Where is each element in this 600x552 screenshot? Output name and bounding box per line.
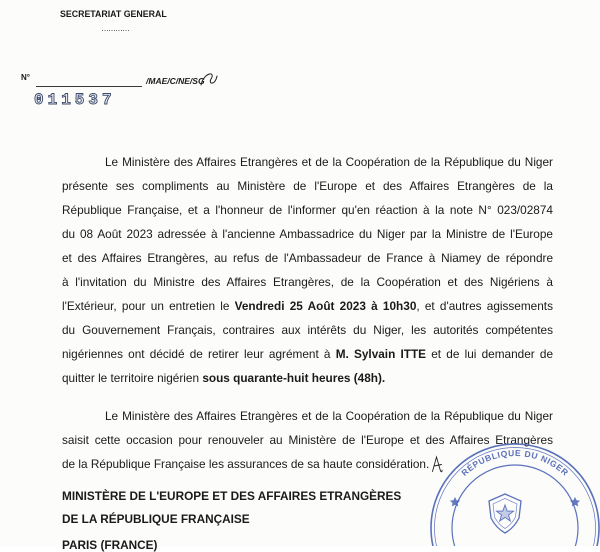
- body-line: [62, 366, 553, 390]
- body-text: République Française, et a l'honneur de l'informer qu'en réaction à la note N° 023/02874: [62, 203, 553, 217]
- body-text: l'Extérieur, pour un entretien le: [62, 299, 235, 313]
- body-line: [62, 270, 553, 294]
- addressee-block: [62, 485, 401, 531]
- body-text: , et d'autres agissements: [416, 299, 553, 313]
- body-line: [62, 318, 553, 342]
- body-line: [62, 222, 553, 246]
- body-text: nigériennes ont décidé de retirer leur agrément à: [62, 347, 336, 361]
- body-text: quitter le territoire nigérien: [62, 371, 203, 385]
- body-line: [62, 404, 553, 428]
- svg-text:RÉPUBLIQUE DU NIGER: [459, 448, 570, 478]
- body-text: Le Ministère des Affaires Etrangères et de la Coopération de la République du Niger: [105, 409, 553, 423]
- deadline-emphasis: sous quarante-huit heures (48h).: [202, 371, 386, 385]
- body-line: [62, 294, 553, 318]
- body-text: du Gouvernement Français, contraires aux intérêts du Niger, les autorités compétentes: [62, 323, 553, 337]
- stamped-reference-number: 011537: [34, 91, 116, 109]
- body-text: et des Affaires Etrangères, au refus de l'Ambassadeur de France à Niamey de répondre: [62, 251, 553, 265]
- meeting-date-emphasis: Vendredi 25 Août 2023 à 10h30: [234, 299, 417, 313]
- handwritten-initial-icon: [196, 66, 220, 90]
- body-line: [62, 174, 553, 198]
- body-text: du 08 Août 2023 adressée à l'ancienne Ambassadrice du Niger par la Ministre de l'Europe: [62, 227, 553, 241]
- body-text: à l'invitation du Ministre des Affaires Etrangères, de la Coopération et des Nigériens à: [62, 275, 553, 289]
- addressee-city: PARIS (FRANCE): [62, 538, 158, 552]
- body-line: [62, 246, 553, 270]
- ambassador-name-emphasis: M. Sylvain ITTE: [335, 347, 427, 361]
- official-seal-icon: [430, 438, 600, 546]
- body-text: Le Ministère des Affaires Etrangères et de la Coopération de la République du Niger: [105, 155, 553, 169]
- addressee-line: DE LA RÉPUBLIQUE FRANÇAISE: [62, 512, 250, 526]
- heading-separator: …………: [101, 24, 129, 33]
- addressee-line: MINISTÈRE DE L'EUROPE ET DES AFFAIRES ETRANGÈRES: [62, 489, 402, 503]
- body-line: [62, 342, 553, 366]
- paragraph-1: [62, 150, 553, 390]
- body-line: [62, 198, 553, 222]
- seal-text: RÉPUBLIQUE DU NIGER: [459, 447, 571, 478]
- reference-suffix: /MAE/C/NE/SG: [146, 76, 205, 86]
- body-text: saisit cette occasion pour renouveler au Ministère de l'Europe et des Affaires Etrangères: [62, 433, 553, 447]
- body-line: [62, 150, 553, 174]
- body-text: de la République Française les assurances de sa haute considération.: [62, 457, 430, 471]
- reference-number-label: N°: [21, 73, 30, 82]
- reference-number-line: [36, 86, 142, 87]
- department-heading: SECRETARIAT GENERAL: [60, 9, 167, 19]
- body-text: et de lui demander de: [426, 347, 554, 361]
- body-text: présente ses compliments au Ministère de l'Europe et des Affaires Etrangères de la: [62, 179, 553, 193]
